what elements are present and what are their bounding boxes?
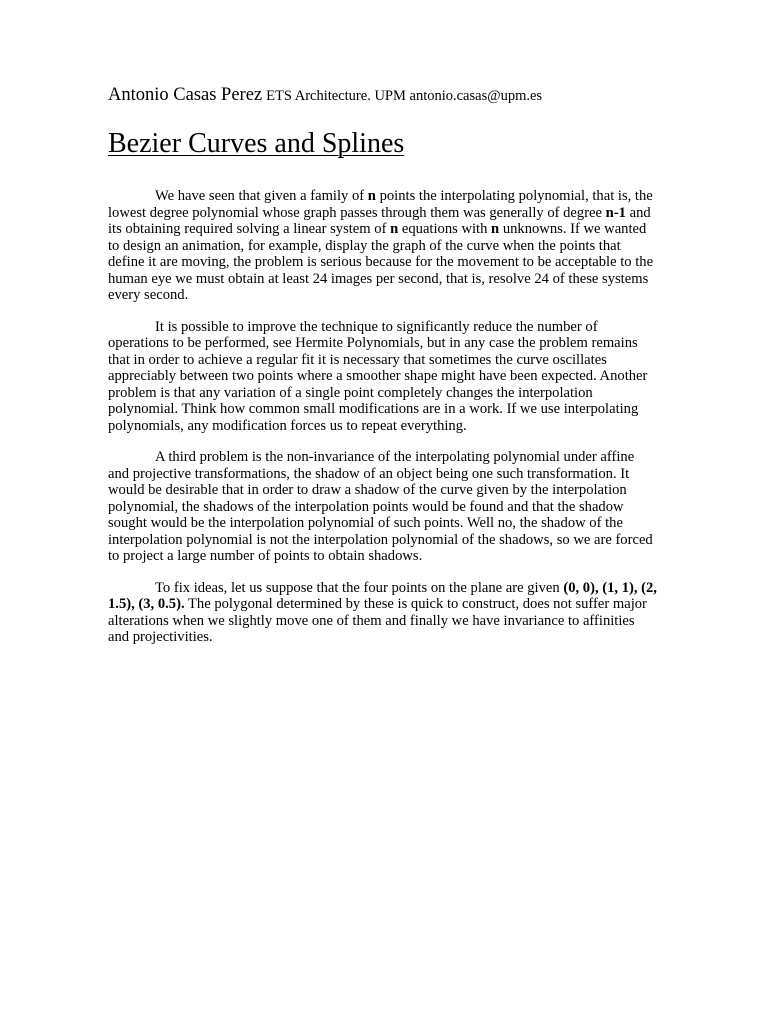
paragraph-text: points the interpolating polynomial, that is, the lowest degree polynomial whose graph passes through them was generally of degree [108,188,653,221]
paragraph-4 [108,580,658,646]
paragraph-text: To fix ideas, let us suppose that the four points on the plane are given [155,579,564,596]
paragraph-2: It is possible to improve the technique to significantly reduce the number of operations to be performed, see Hermite Polynomials, but in any case the problem remains that in order to achieve a regular fit it is necessary that sometimes the curve oscillates appreciably between two points where a smoother shape might have been expected. Another problem is that any variation of a single point completely changes the interpolation polynomial. Think how common small modifications are in a work. If we use interpolating polynomials, any modification forces us to repeat everything. [108,318,648,434]
bold-term: n-1 [605,204,626,221]
paragraph-1 [108,188,658,304]
paragraph-text: equations with [398,221,492,237]
document-body [108,188,658,646]
document-title: Bezier Curves and Splines [108,128,405,159]
bold-points: (0, 0), (1, 1), (2, 1.5), (3, 0.5). [108,579,657,612]
bold-term: n [491,221,500,237]
paragraph-text: We have seen that given a family of [155,188,368,204]
bold-term: n [390,221,399,237]
document-page [108,83,658,661]
bold-term: n [367,188,376,204]
paragraph-text: and its obtaining required solving a linear system of [108,204,651,237]
paragraph-text: The polygonal determined by these is quick to construct, does not suffer major alterations when we slightly move one of them and finally we have invariance to affinities and projectivities. [108,596,647,645]
author-name: Antonio Casas Perez [108,85,263,105]
paragraph-text: unknowns. If we wanted to design an animation, for example, display the graph of the curve when the points that define it are moving, the problem is serious because for the movement to be acceptable to the human eye we must obtain at least 24 images per second, that is, resolve 24 of these systems every second. [108,221,654,303]
affiliation: ETS Architecture. UPM antonio.casas@upm.es [266,88,543,104]
author-line [108,83,658,108]
paragraph-3: A third problem is the non-invariance of the interpolating polynomial under affine and projective transformations, the shadow of an object being one such transformation. It would be desirable that in order to draw a shadow of the curve given by the interpolation polynomial, the shadows of the interpolation points would be found and that the shadow sought would be the interpolation polynomial of such points. Well no, the shadow of the interpolation polynomial is not the interpolation polynomial of the shadows, so we are forced to project a large number of points to obtain shadows. [108,449,653,564]
